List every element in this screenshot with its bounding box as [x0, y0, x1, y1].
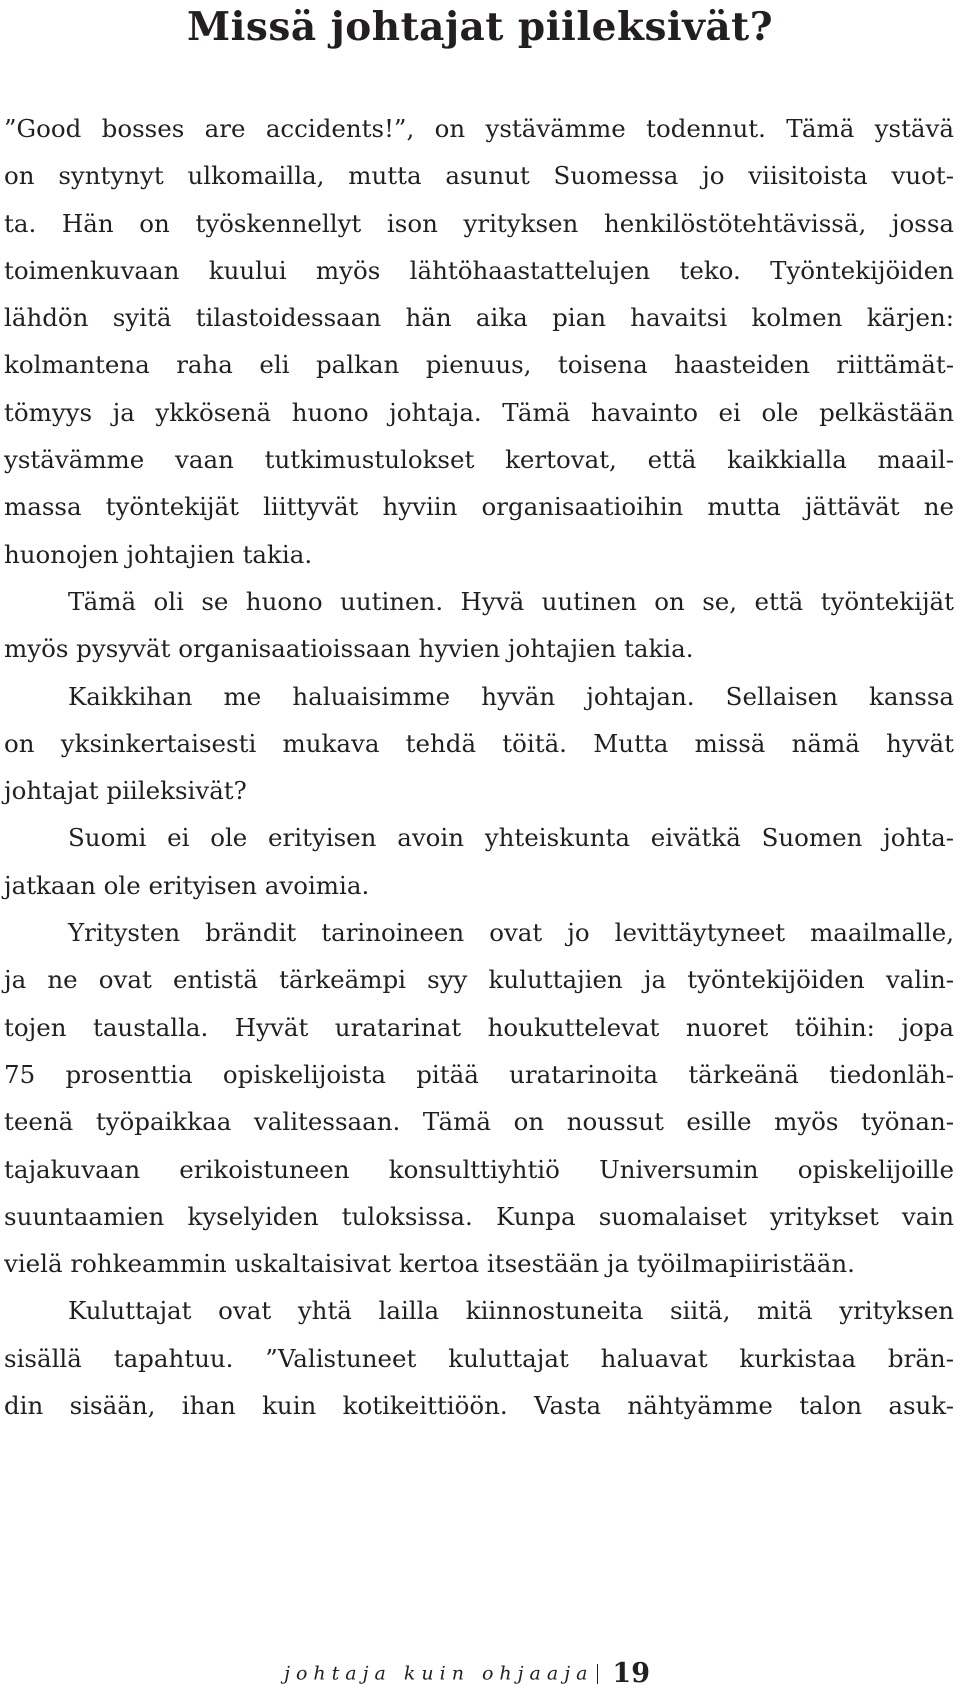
text-line: lähdön syitä tilastoidessaan hän aika pian havaitsi kolmen kärjen:	[4, 303, 954, 333]
text-line: massa työntekijät liittyvät hyviin organisaatioihin mutta jättävät ne	[4, 492, 954, 522]
text-line: vielä rohkeammin uskaltaisivat kertoa itsestään ja työilmapiiristään.	[4, 1249, 855, 1279]
text-line: on yksinkertaisesti mukava tehdä töitä. Mutta missä nämä hyvät	[4, 728, 954, 758]
text-line: suuntaamien kyselyiden tuloksissa. Kunpa suomalaiset yritykset vain	[4, 1201, 954, 1231]
page-number: 19	[612, 1658, 650, 1689]
text-line: 75 prosenttia opiskelijoista pitää uratarinoita tärkeänä tiedonläh-	[4, 1059, 954, 1089]
page-title: Missä johtajat piileksivät?	[186, 4, 774, 50]
running-title: johtaja kuin ohjaaja	[284, 1662, 594, 1685]
text-line: myös pysyvät organisaatioissaan hyvien johtajien takia.	[4, 634, 694, 664]
text-line: jatkaan ole erityisen avoimia.	[4, 870, 370, 900]
text-line: din sisään, ihan kuin kotikeittiöön. Vasta nähtyämme talon asuk-	[4, 1391, 954, 1421]
text-line: ”Good bosses are accidents!”, on ystävämme todennut. Tämä ystävä	[4, 114, 954, 143]
text-line: Yritysten brändit tarinoineen ovat jo levittäytyneet maailmalle,	[68, 918, 954, 948]
text-line: Kaikkihan me haluaisimme hyvän johtajan. Sellaisen kanssa	[68, 681, 954, 711]
text-line: toimenkuvaan kuului myös lähtöhaastattelujen teko. Työntekijöiden	[4, 255, 954, 285]
text-line: sisällä tapahtuu. ”Valistuneet kuluttajat haluavat kurkistaa brän-	[4, 1343, 954, 1373]
text-line: kolmantena raha eli palkan pienuus, toisena haasteiden riittämät-	[4, 350, 954, 380]
text-line: tömyys ja ykkösenä huono johtaja. Tämä havainto ei ole pelkästään	[4, 397, 954, 427]
text-line: Kuluttajat ovat yhtä lailla kiinnostuneita siitä, mitä yrityksen	[68, 1296, 954, 1326]
text-line: huonojen johtajien takia.	[4, 539, 313, 569]
text-line: Tämä oli se huono uutinen. Hyvä uutinen on se, että työntekijät	[68, 586, 954, 616]
footer-divider	[597, 1664, 598, 1684]
text-line: tojen taustalla. Hyvät uratarinat houkuttelevat nuoret töihin: jopa	[4, 1012, 954, 1042]
text-line: Suomi ei ole erityisen avoin yhteiskunta eivätkä Suomen johta-	[68, 823, 954, 853]
text-line: tajakuvaan erikoistuneen konsulttiyhtiö Universumin opiskelijoille	[4, 1154, 954, 1184]
body-text	[4, 105, 954, 1429]
text-line: ystävämme vaan tutkimustulokset kertovat, että kaikkialla maail-	[4, 445, 954, 475]
text-line: ja ne ovat entistä tärkeämpi syy kuluttajien ja työntekijöiden valin-	[4, 965, 954, 995]
page-footer	[0, 1658, 650, 1689]
text-line: teenä työpaikkaa valitessaan. Tämä on noussut esille myös työnan-	[4, 1107, 954, 1137]
text-line: johtajat piileksivät?	[4, 776, 247, 806]
text-line: ta. Hän on työskennellyt ison yrityksen henkilöstötehtävissä, jossa	[4, 208, 954, 238]
text-line: on syntynyt ulkomailla, mutta asunut Suomessa jo viisitoista vuot-	[4, 161, 954, 191]
